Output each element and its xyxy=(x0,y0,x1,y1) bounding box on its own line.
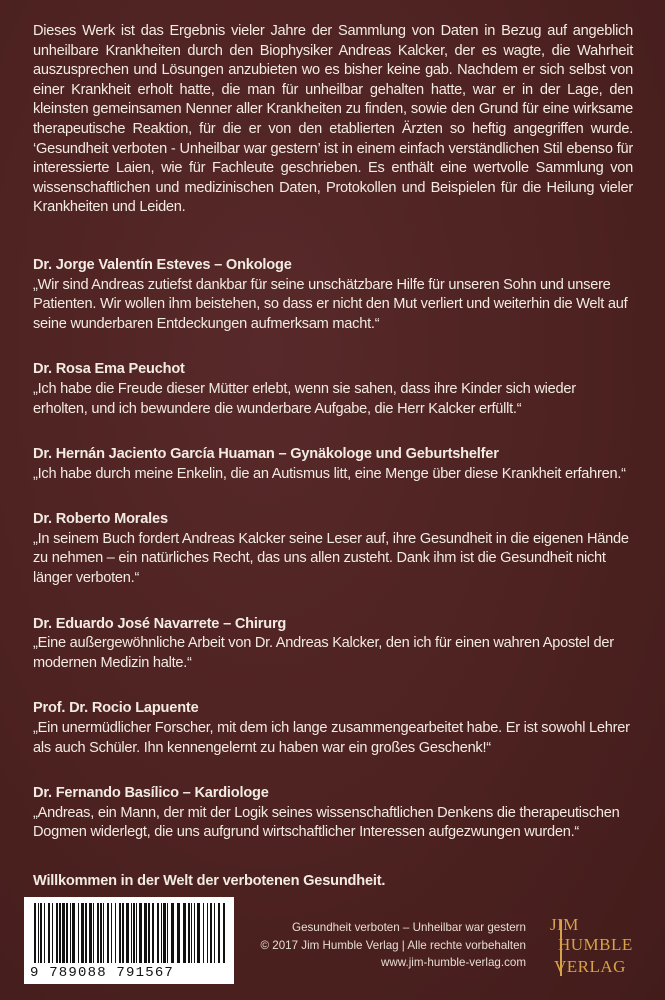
barcode-bar xyxy=(119,903,121,963)
closing-line: Willkommen in der Welt der verbotenen Gesundheit. xyxy=(33,873,386,889)
testimonial-author: Dr. Fernando Basílico – Kardiologe xyxy=(33,785,269,802)
testimonial-quote: „Wir sind Andreas zutiefst dankbar für seine unschätzbare Hilfe für unseren Sohn und unsere Patienten. Wir wollen ihm beistehen, so dass er nicht den Mut verliert und weiterhin die Welt auf seine wunderbaren Entdeckungen aufmerksam macht.“ xyxy=(33,276,628,332)
barcode-bar xyxy=(157,903,159,963)
barcode-bar xyxy=(210,903,212,963)
barcode-bar xyxy=(85,903,87,963)
barcode-bar xyxy=(122,903,124,963)
website-link[interactable]: www.jim-humble-verlag.com xyxy=(381,956,526,969)
testimonial-quote: „Ich habe die Freude dieser Mütter erlebt, wenn sie sahen, dass ihre Kinder sich wieder erholten, und ich bewundere die wunderbare Aufgabe, die Herr Kalcker erfüllt.“ xyxy=(33,380,576,417)
barcode-bar xyxy=(218,903,220,963)
isbn-barcode xyxy=(24,897,234,984)
barcode-bar xyxy=(161,903,162,963)
testimonial xyxy=(33,784,633,843)
book-description: Dieses Werk ist das Ergebnis vieler Jahre der Sammlung von Daten in Bezug auf angeblich unheilbare Krankheiten durch den Biophysiker Andreas Kalcker, der es wagte, die Wahrheit auszusprechen und Lösungen anzubieten wo es bisher keine gab. Nachdem er sich selbst von einer Krankheit erholt hatte, die man für unheilbar gehalten hatte, war er in der Lage, den kleinsten gemeinsamen Nenner aller Krankheiten zu finden, sowie den Grund für eine wirksame therapeutische Reaktion, für die er von den etablierten Ärzten so heftig angegriffen wurde. ‘Gesundheit verboten - Unheilbar war gestern’ ist in einem einfach verständlichen Stil ebenso für interessierte Laien, wie für Fachleute geschrieben. Es enthält eine wertvolle Sammlung von wissenschaftlichen und medizinischen Daten, Protokollen und Beispielen für die Heilung vieler Krankheiten und Leiden. xyxy=(33,23,633,216)
barcode-bar xyxy=(66,903,68,963)
barcode-bar xyxy=(177,903,180,963)
testimonial-author: Dr. Eduardo José Navarrete – Chirurg xyxy=(33,615,287,632)
publisher-info xyxy=(246,919,526,972)
barcode-bar xyxy=(152,903,154,963)
barcode-bar xyxy=(107,903,109,963)
testimonial-quote: „Andreas, ein Mann, der mit der Logik seines wissenschaftlichen Denkens die therapeutischen Dogmen widerlegt, die uns aufgrund wirtschaftlicher Interessen aufgezwungen wurden.“ xyxy=(33,804,620,841)
barcode-bar xyxy=(171,903,174,963)
barcode-bar xyxy=(48,903,50,963)
barcode-bar xyxy=(197,903,200,963)
logo-word-verlag: VERLAG xyxy=(554,957,626,976)
logo-word-jim: JIM xyxy=(550,915,579,934)
barcode-bar xyxy=(111,903,112,963)
barcode-bar xyxy=(203,903,204,963)
barcode-bar xyxy=(191,903,192,963)
barcode-bar xyxy=(44,903,45,963)
testimonial-author: Prof. Dr. Rocio Lapuente xyxy=(33,700,199,717)
barcode-bar xyxy=(115,903,116,963)
testimonial-quote: „Ich habe durch meine Enkelin, die an Autismus litt, eine Menge über diese Krankheit erfahren.“ xyxy=(33,465,626,482)
barcode-digits: 9 789088 791567 xyxy=(30,965,175,981)
barcode-bar xyxy=(183,903,186,963)
barcode-bar xyxy=(62,903,65,963)
back-cover-text xyxy=(33,22,633,889)
barcode-bar xyxy=(133,903,135,963)
barcode-bar xyxy=(78,903,79,963)
barcode-bar xyxy=(34,903,36,963)
barcode-bar xyxy=(103,903,104,963)
logo-word-humble: HUMBLE xyxy=(558,935,633,954)
barcode-bars xyxy=(24,897,234,965)
testimonial xyxy=(33,615,633,674)
publisher-logo xyxy=(540,914,640,984)
testimonial xyxy=(33,445,633,484)
barcode-bar xyxy=(214,903,215,963)
testimonial-quote: „Ein unermüdlicher Forscher, mit dem ich lange zusammengearbeitet habe. Er ist sowohl Lehrer als auch Schüler. Ihn kennengelernt zu haben war ein großes Geschenk!“ xyxy=(33,720,630,756)
barcode-bar xyxy=(81,903,84,963)
copyright-line: © 2017 Jim Humble Verlag | Alle rechte vorbehalten xyxy=(260,938,526,952)
testimonial xyxy=(33,360,633,419)
testimonial-quote: „In seinem Buch fordert Andreas Kalcker seine Leser auf, ihre Gesundheit in die eigenen Hände zu nehmen – ein natürliches Recht, das uns allen zusteht. Dank ihm ist die Gesundheit nicht länger verboten.“ xyxy=(33,530,629,587)
barcode-bar xyxy=(93,903,94,963)
testimonial-quote: „Eine außergewöhnliche Arbeit von Dr. Andreas Kalcker, den ich für einen wahren Apostel der modernen Medizin halte.“ xyxy=(33,635,614,671)
testimonial-author: Dr. Roberto Morales xyxy=(33,511,168,528)
barcode-bar xyxy=(148,903,150,963)
barcode-bar xyxy=(163,903,166,963)
testimonial xyxy=(33,699,633,758)
barcode-bar xyxy=(207,903,208,963)
barcode-bar xyxy=(52,903,53,963)
barcode-bar xyxy=(70,903,71,963)
barcode-bar xyxy=(40,903,42,963)
barcode-bar xyxy=(100,903,102,963)
barcode-bar xyxy=(167,903,168,963)
book-title-line: Gesundheit verboten – Unheilbar war gestern xyxy=(292,921,526,934)
barcode-bar xyxy=(97,903,99,963)
barcode-bar xyxy=(144,903,147,963)
barcode-bar xyxy=(223,903,225,963)
barcode-bar xyxy=(194,903,195,963)
barcode-bar xyxy=(38,903,39,963)
barcode-bar xyxy=(136,903,137,963)
testimonial-author: Dr. Jorge Valentín Esteves – Onkologe xyxy=(33,256,292,273)
barcode-bar xyxy=(188,903,190,963)
barcode-bar xyxy=(56,903,58,963)
barcode-bar xyxy=(126,903,129,963)
barcode-bar xyxy=(59,903,61,963)
barcode-bar xyxy=(72,903,75,963)
barcode-bar xyxy=(139,903,142,963)
testimonial xyxy=(33,510,633,588)
testimonial xyxy=(33,256,633,334)
testimonial-author: Dr. Hernán Jaciento García Huaman – Gynäkologe und Geburtshelfer xyxy=(33,446,499,463)
barcode-bar xyxy=(89,903,92,963)
testimonial-author: Dr. Rosa Ema Peuchot xyxy=(33,361,185,378)
barcode-bar xyxy=(131,903,132,963)
